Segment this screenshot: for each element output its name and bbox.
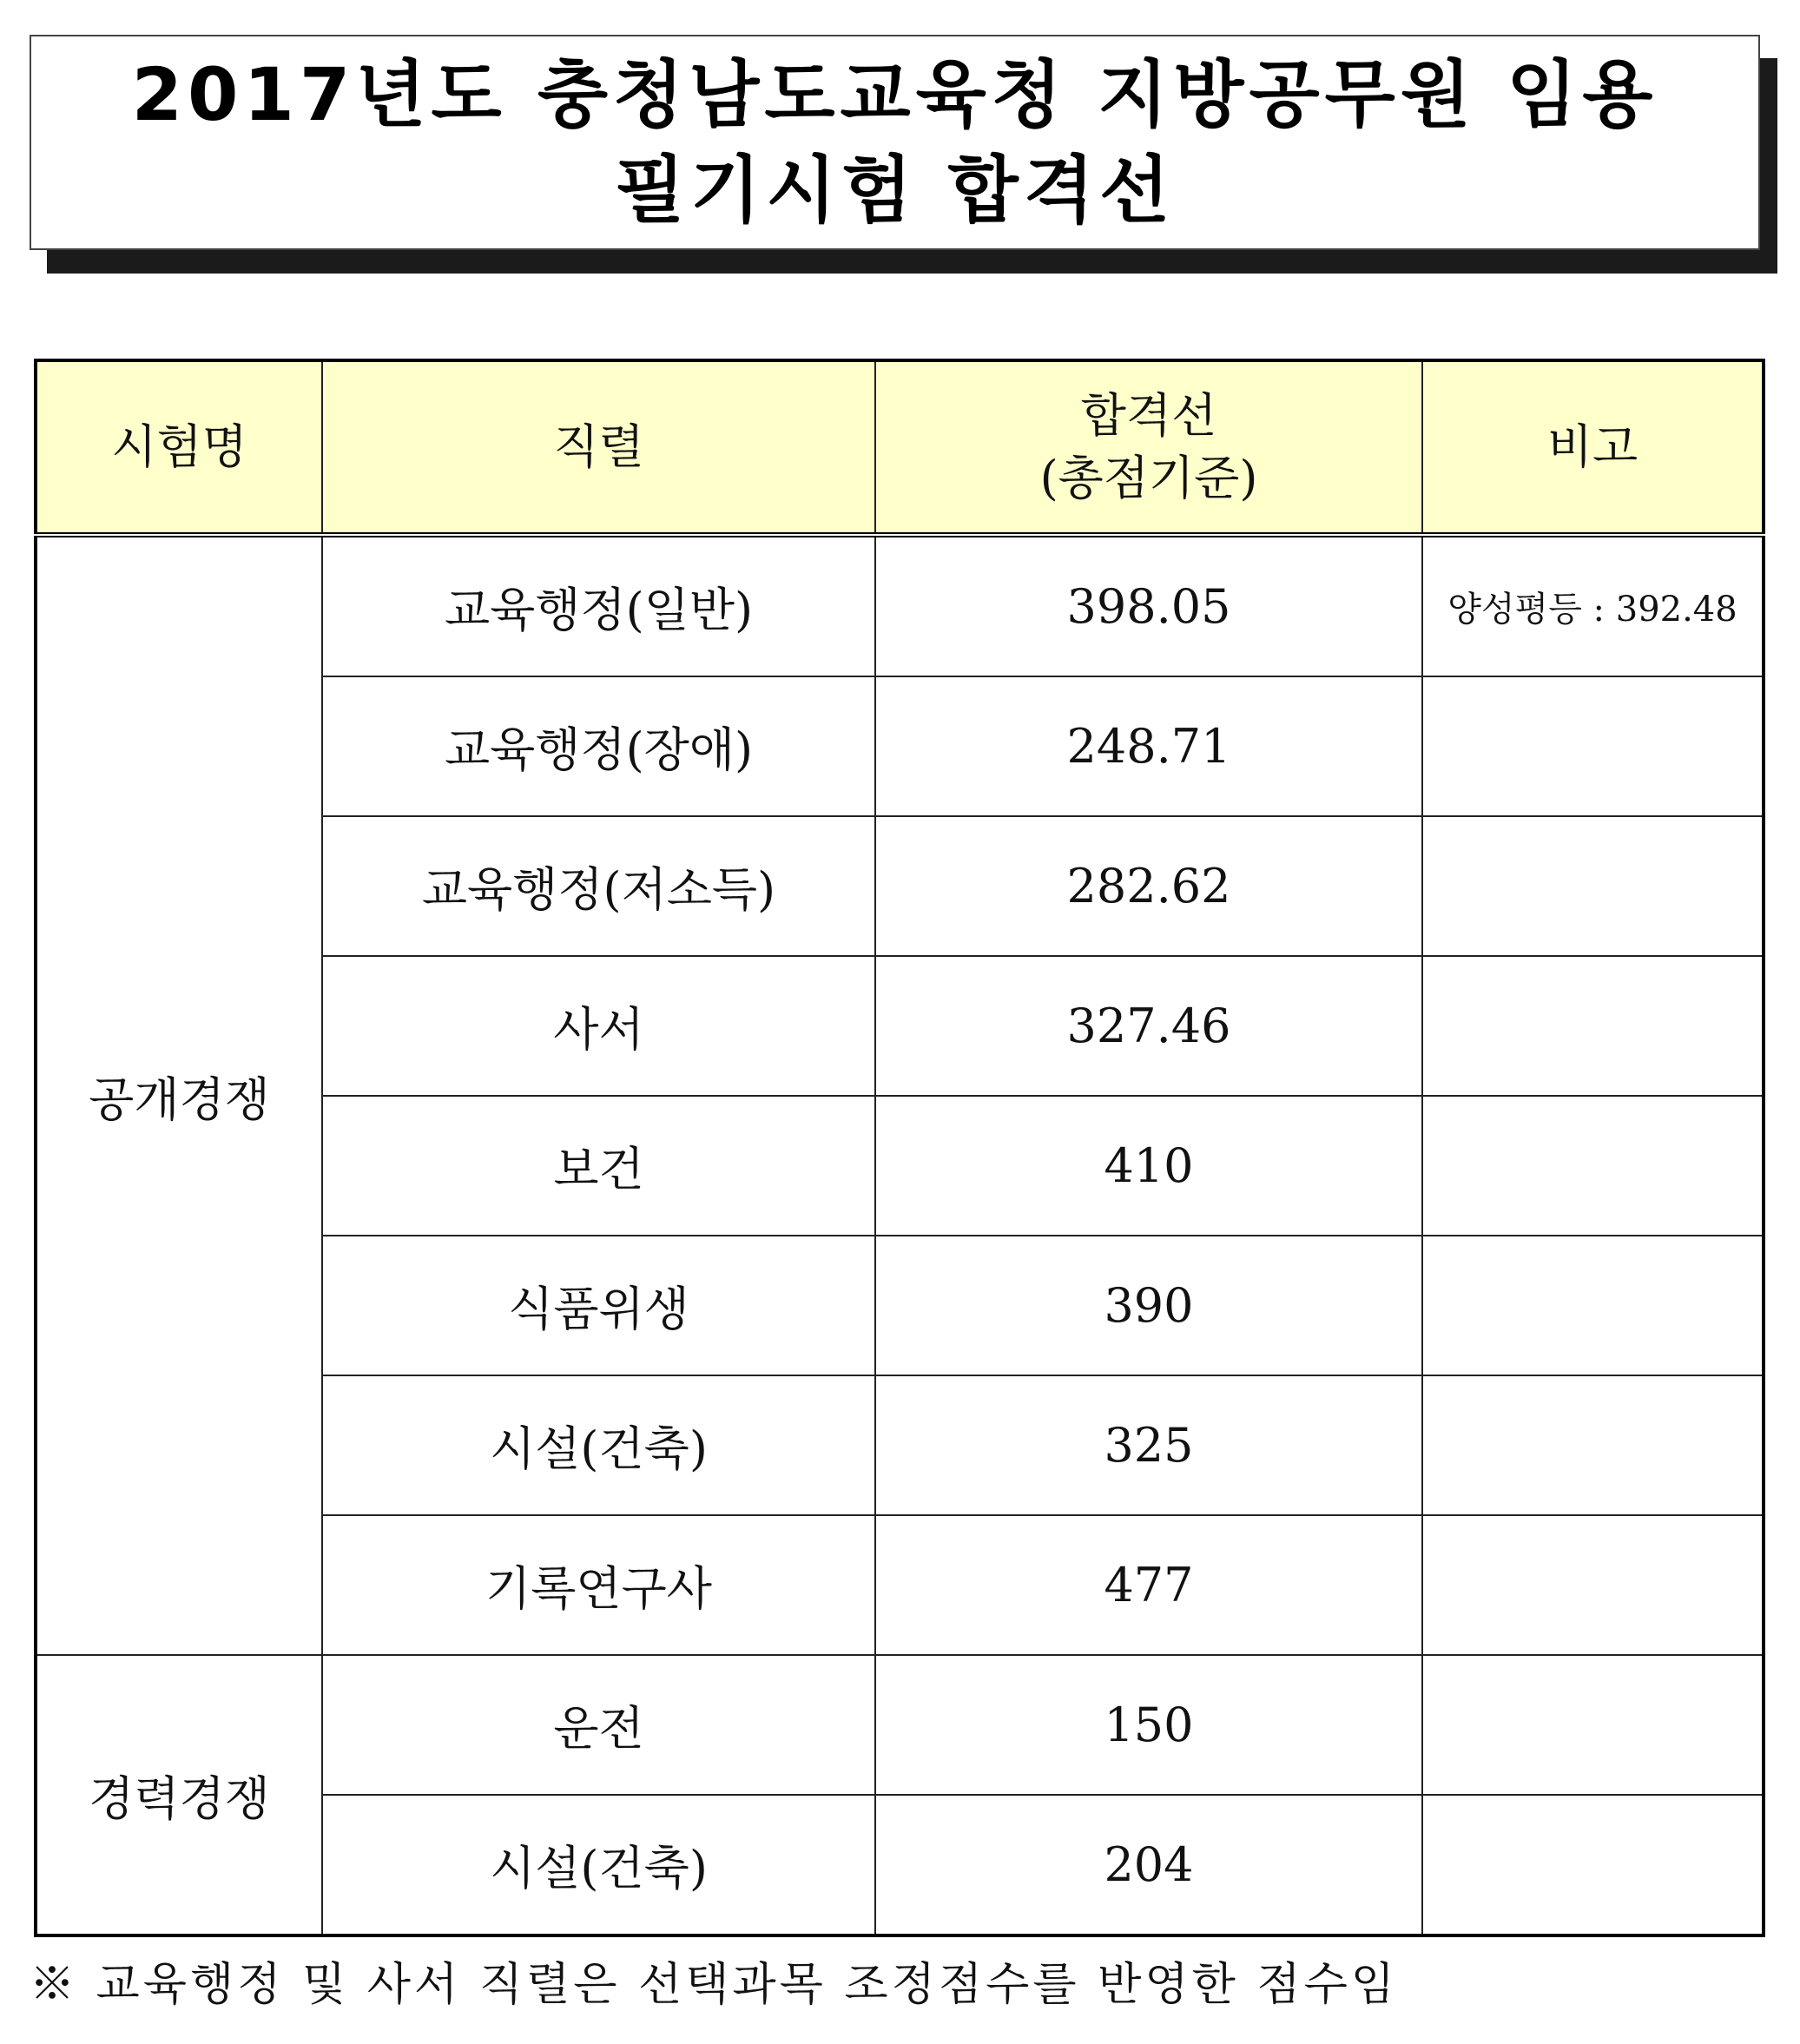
position-cell: 교육행정(장애): [322, 676, 875, 816]
table-row: [36, 1655, 1764, 1795]
position-cell: 시설(건축): [322, 1795, 875, 1935]
header-cutoff: [875, 360, 1422, 535]
remarks-cell: [1422, 956, 1764, 1096]
position-cell: 식품위생: [322, 1236, 875, 1375]
page-title-line-1: 2017년도 충청남도교육청 지방공무원 임용: [131, 52, 1658, 137]
remarks-cell: 양성평등 : 392.48: [1422, 535, 1764, 676]
exam-open-competition: 공개경쟁: [36, 535, 322, 1655]
cutoff-table: [34, 359, 1765, 1937]
cutoff-cell: 150: [875, 1655, 1422, 1795]
cutoff-cell: 204: [875, 1795, 1422, 1935]
position-cell: 시설(건축): [322, 1375, 875, 1515]
cutoff-cell: 390: [875, 1236, 1422, 1375]
table-row: [36, 535, 1764, 676]
cutoff-cell: 282.62: [875, 816, 1422, 956]
remarks-cell: [1422, 1655, 1764, 1795]
cutoff-cell: 477: [875, 1515, 1422, 1655]
header-exam: 시험명: [36, 360, 322, 535]
header-remarks: 비고: [1422, 360, 1764, 535]
header-cutoff-title: 합격선: [1080, 388, 1217, 443]
position-cell: 사서: [322, 956, 875, 1096]
remarks-cell: [1422, 816, 1764, 956]
cutoff-cell: 398.05: [875, 535, 1422, 676]
remarks-cell: [1422, 1515, 1764, 1655]
exam-career-competition: 경력경쟁: [36, 1655, 322, 1935]
header-position: 직렬: [322, 360, 875, 535]
position-cell: 교육행정(일반): [322, 535, 875, 676]
remarks-cell: [1422, 1096, 1764, 1236]
position-cell: 기록연구사: [322, 1515, 875, 1655]
cutoff-cell: 325: [875, 1375, 1422, 1515]
table-header-row: [36, 360, 1764, 535]
remarks-cell: [1422, 1795, 1764, 1935]
cutoff-cell: 248.71: [875, 676, 1422, 816]
cutoff-cell: 327.46: [875, 956, 1422, 1096]
remarks-cell: [1422, 1375, 1764, 1515]
title-box: [30, 35, 1760, 250]
header-cutoff-basis: (총점기준): [1039, 451, 1258, 505]
cutoff-cell: 410: [875, 1096, 1422, 1236]
position-cell: 운전: [322, 1655, 875, 1795]
position-cell: 보건: [322, 1096, 875, 1236]
footnote: ※ 교육행정 및 사서 직렬은 선택과목 조정점수를 반영한 점수임: [30, 1959, 1399, 2011]
remarks-cell: [1422, 1236, 1764, 1375]
remarks-cell: [1422, 676, 1764, 816]
position-cell: 교육행정(저소득): [322, 816, 875, 956]
page-title-line-2: 필기시험 합격선: [614, 148, 1176, 233]
